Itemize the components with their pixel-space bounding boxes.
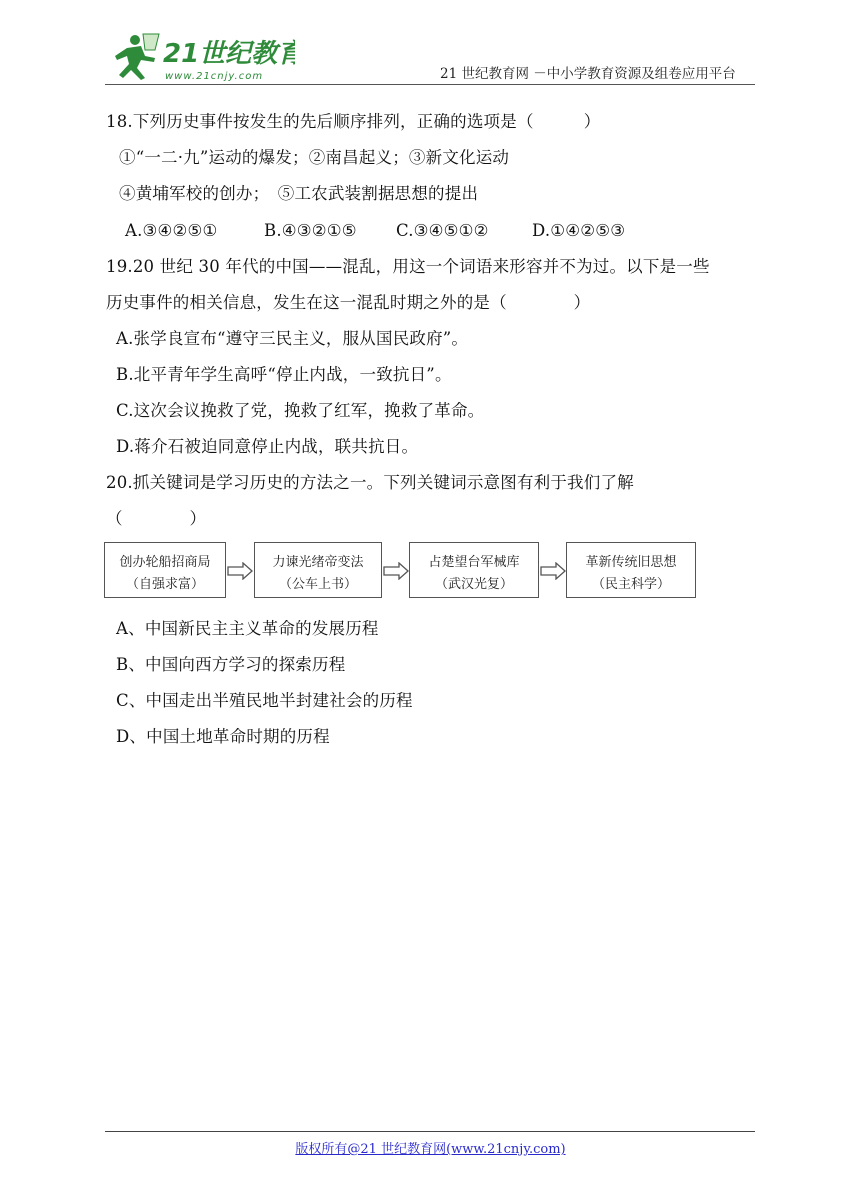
q20-option-b: B、中国向西方学习的探索历程: [116, 655, 346, 674]
q19-stem-line1: 19.20 世纪 30 年代的中国——混乱，用这一个词语来形容并不为过。以下是一些: [106, 257, 710, 276]
q20-option-d: D、中国土地革命时期的历程: [116, 727, 330, 746]
diagram-box: [566, 542, 696, 598]
q19-option-b: B.北平青年学生高呼“停止内战，一致抗日”。: [116, 365, 452, 384]
q20-option-c: C、中国走出半殖民地半封建社会的历程: [116, 691, 413, 710]
footer-divider: [105, 1131, 755, 1132]
q19-stem-line2: 历史事件的相关信息，发生在这一混乱时期之外的是（ ）: [106, 293, 591, 312]
logo-text: 21世纪教育: [163, 39, 295, 69]
diagram-box: [254, 542, 382, 598]
diagram-box-line2: （自强求富）: [125, 577, 204, 592]
diagram-box-line2: （民主科学）: [591, 577, 670, 592]
header-divider: [105, 84, 755, 85]
arrow-right-icon: [227, 562, 253, 580]
q20-stem-line1: 20.抓关键词是学习历史的方法之一。下列关键词示意图有利于我们了解: [106, 473, 634, 492]
q18-items-line1: ①“一二·九”运动的爆发；②南昌起义；③新文化运动: [119, 148, 510, 167]
diagram-box-line2: （公车上书）: [278, 577, 357, 592]
q18-option-a: A.③④②⑤①: [125, 221, 218, 240]
diagram-box-line1: 革新传统旧思想: [585, 555, 677, 570]
q18-option-b: B.④③②①⑤: [264, 221, 357, 240]
q19-option-c: C.这次会议挽救了党，挽救了红军，挽救了革命。: [116, 401, 485, 420]
footer-copyright-link[interactable]: 版权所有@21 世纪教育网(www.21cnjy.com): [295, 1142, 566, 1157]
q18-stem: 18.下列历史事件按发生的先后顺序排列，正确的选项是（ ）: [106, 112, 601, 131]
diagram-box-line1: 力谏光绪帝变法: [272, 555, 364, 570]
diagram-box-line1: 创办轮船招商局: [119, 555, 211, 570]
diagram-box-line1: 占楚望台军械库: [428, 555, 520, 570]
diagram-box: [104, 542, 226, 598]
diagram-box: [409, 542, 539, 598]
arrow-right-icon: [383, 562, 409, 580]
q18-items-line2: ④黄埔军校的创办； ⑤工农武装割据思想的提出: [119, 184, 479, 203]
q20-stem-line2: （ ）: [106, 509, 207, 528]
logo-url: www.21cnjy.com: [165, 71, 264, 82]
q19-option-d: D.蒋介石被迫同意停止内战，联共抗日。: [116, 437, 419, 456]
arrow-right-icon: [540, 562, 566, 580]
q18-option-d: D.①④②⑤③: [532, 221, 626, 240]
site-logo: [105, 28, 295, 84]
header-site-slogan: 21 世纪教育网 －中小学教育资源及组卷应用平台: [440, 66, 736, 82]
q19-option-a: A.张学良宣布“遵守三民主义，服从国民政府”。: [116, 329, 469, 348]
keyword-diagram: [104, 542, 696, 602]
q18-option-c: C.③④⑤①②: [396, 221, 489, 240]
diagram-box-line2: （武汉光复）: [434, 577, 513, 592]
q20-option-a: A、中国新民主主义革命的发展历程: [116, 619, 379, 638]
